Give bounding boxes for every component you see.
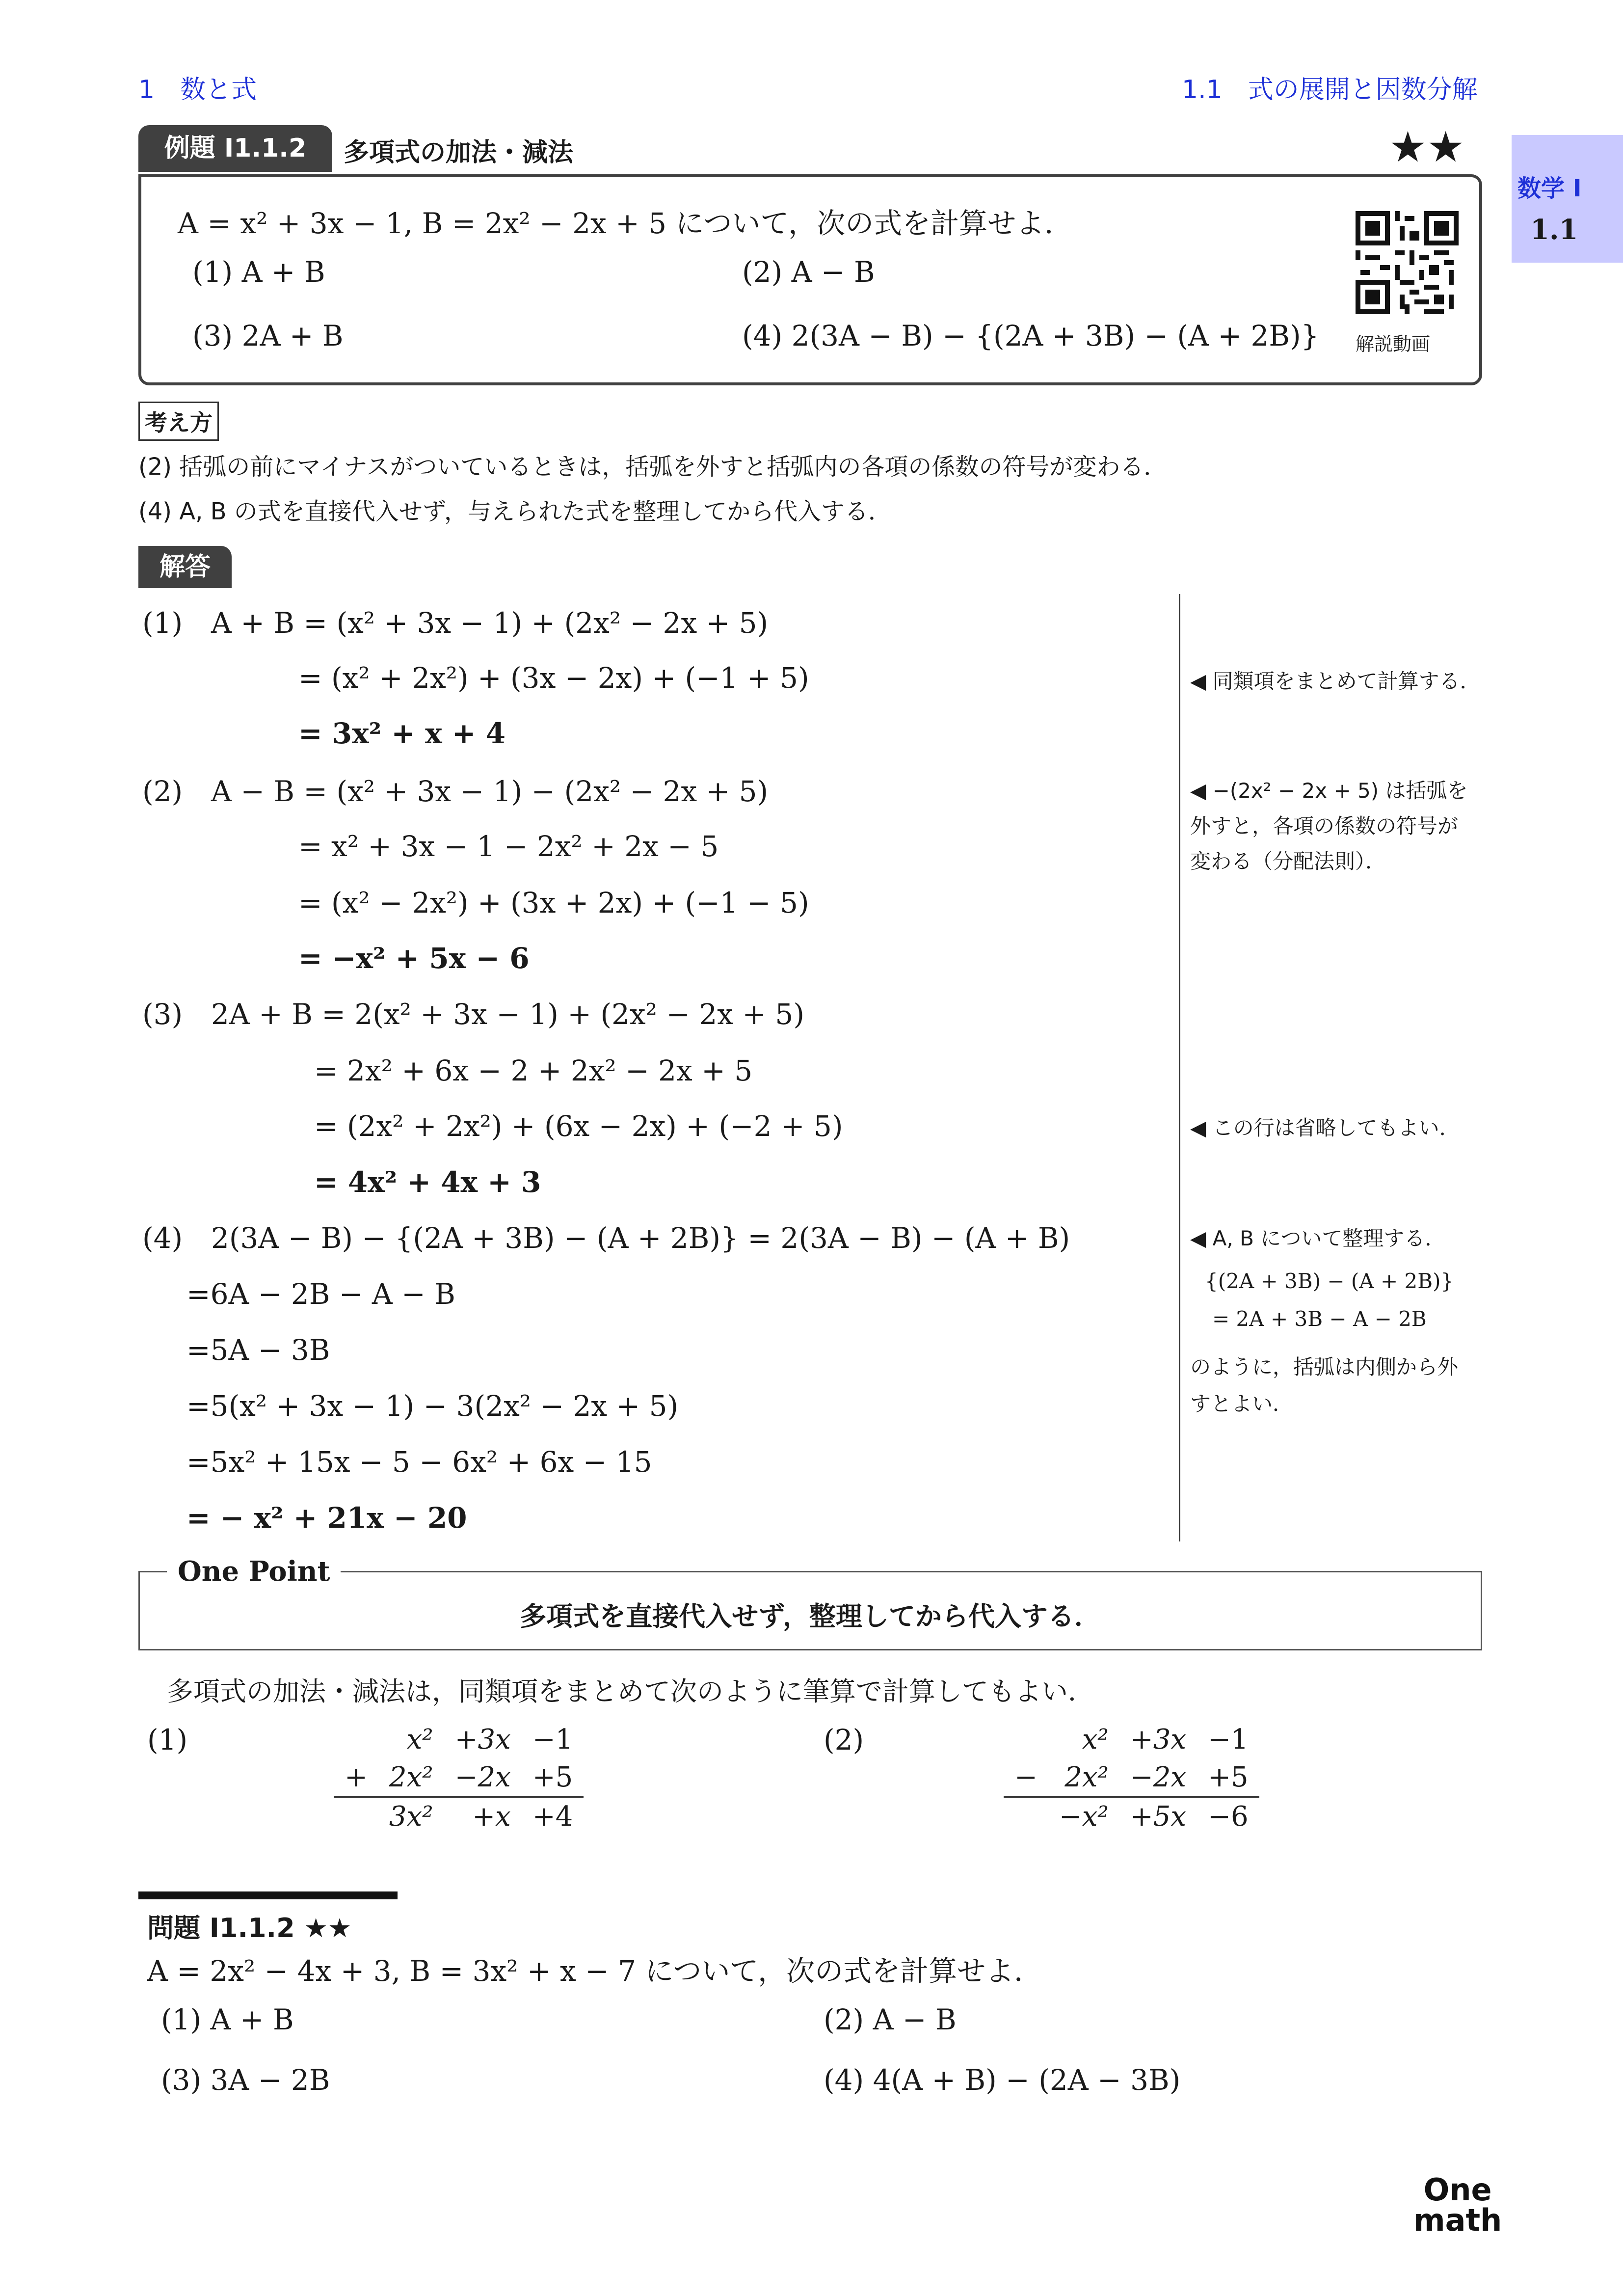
calc-operator: + <box>345 1761 368 1793</box>
answer-2-label: (2) <box>142 775 183 808</box>
note-3: ◀ この行は省略してもよい． <box>1190 1116 1460 1140</box>
section-header: 1.1 式の展開と因数分解 <box>1182 75 1478 105</box>
calc-cell: +5 <box>532 1761 573 1793</box>
one-point-label: One Point <box>167 1555 341 1588</box>
example-item-4: (4) 2(3A − B) − {(2A + 3B) − (A + 2B)} <box>742 319 1319 352</box>
calc-result-cell: 3x² <box>389 1801 433 1833</box>
note-1: ◀ 同類項をまとめて計算する． <box>1190 669 1481 693</box>
answer-1-result: = 3x² + x + 4 <box>298 717 506 750</box>
note-4-line-3: = 2A + 3B − A − 2B <box>1212 1307 1427 1331</box>
note-2-line-2: 外すと，各項の係数の符号が <box>1190 814 1459 838</box>
onemath-logo <box>1413 2172 1502 2238</box>
logo-line-2: math <box>1413 2202 1502 2238</box>
problem-bar <box>138 1891 398 1899</box>
calc-2-table <box>1004 1721 1259 1836</box>
difficulty-stars: ★★ <box>1389 123 1465 172</box>
calc-cell: x² <box>1082 1724 1109 1756</box>
answer-4-line-1: 2(3A − B) − {(2A + 3B) − (A + 2B)} = 2(3A − B) − (A + B) <box>211 1221 1070 1255</box>
calc-cell: 2x² <box>389 1761 433 1793</box>
example-title: 多項式の加法・減法 <box>344 138 574 167</box>
calc-cell: x² <box>406 1724 433 1756</box>
calc-1-label: (1) <box>147 1723 188 1756</box>
qr-caption: 解説動画 <box>1356 333 1431 355</box>
calc-1-table <box>334 1721 584 1836</box>
note-4-line-2: {(2A + 3B) − (A + 2B)} <box>1205 1269 1454 1293</box>
note-2-line-1: ◀ −(2x² − 2x + 5) は括弧を <box>1190 779 1468 803</box>
chapter-header: 1 数と式 <box>138 75 257 105</box>
calc-result-cell: +4 <box>532 1801 573 1833</box>
problem-statement: A = 2x² − 4x + 3, B = 3x² + x − 7 について，次の式を計算せよ． <box>147 1954 1043 1988</box>
side-tab <box>1512 135 1623 263</box>
calc-cell: −2x <box>454 1761 511 1793</box>
calc-cell: 2x² <box>1064 1761 1109 1793</box>
answer-2-line-3: = (x² − 2x²) + (3x + 2x) + (−1 − 5) <box>298 886 809 919</box>
answer-1-line-2: = (x² + 2x²) + (3x − 2x) + (−1 + 5) <box>298 661 809 695</box>
side-tab-subject: 数学 I <box>1517 175 1582 202</box>
logo-line-1: One <box>1423 2172 1492 2208</box>
one-point-text: 多項式を直接代入せず，整理してから代入する． <box>520 1601 1101 1632</box>
note-2-line-3: 変わる（分配法則）． <box>1190 849 1386 873</box>
answer-2-result: = −x² + 5x − 6 <box>298 942 530 975</box>
answer-1-line-1: A + B = (x² + 3x − 1) + (2x² − 2x + 5) <box>211 606 769 640</box>
calc-2-label: (2) <box>824 1723 864 1756</box>
note-4-line-5: すとよい． <box>1190 1392 1294 1416</box>
note-4-line-4: のように，括弧は内側から外 <box>1190 1355 1459 1379</box>
example-item-3: (3) 2A + B <box>192 319 344 352</box>
answer-4-line-5: =5x² + 15x − 5 − 6x² + 6x − 15 <box>186 1445 652 1479</box>
calc-cell: −1 <box>1208 1724 1249 1756</box>
margin-divider <box>1179 594 1180 1541</box>
calc-cell: −1 <box>532 1724 573 1756</box>
example-statement: A = x² + 3x − 1, B = 2x² − 2x + 5 について，次の式を計算せよ． <box>178 207 1073 240</box>
answer-4-line-2: =6A − 2B − A − B <box>186 1277 455 1311</box>
answer-2-line-1: A − B = (x² + 3x − 1) − (2x² − 2x + 5) <box>211 775 769 808</box>
calc-cell: +5 <box>1208 1761 1249 1793</box>
calc-result-cell: +x <box>472 1801 511 1833</box>
problem-item-3: (3) 3A − 2B <box>161 2063 330 2097</box>
problem-title: 問題 I1.1.2 ★★ <box>147 1913 352 1944</box>
calc-cell: +3x <box>454 1724 511 1756</box>
answer-tab: 解答 <box>138 546 232 588</box>
answer-4-line-4: =5(x² + 3x − 1) − 3(2x² − 2x + 5) <box>186 1389 679 1423</box>
approach-label: 考え方 <box>138 402 219 441</box>
answer-3-label: (3) <box>142 998 183 1031</box>
calc-cell: −2x <box>1130 1761 1187 1793</box>
answer-3-line-3: = (2x² + 2x²) + (6x − 2x) + (−2 + 5) <box>314 1109 843 1143</box>
example-item-1: (1) A + B <box>192 255 325 289</box>
answer-4-label: (4) <box>142 1221 183 1255</box>
answer-3-result: = 4x² + 4x + 3 <box>314 1165 541 1199</box>
approach-line-2: (4) A, B の式を直接代入せず，与えられた式を整理してから代入する． <box>138 498 892 525</box>
calc-result-cell: −x² <box>1059 1801 1109 1833</box>
column-calc-intro: 多項式の加法・減法は，同類項をまとめて次のように筆算で計算してもよい． <box>167 1676 1094 1707</box>
answer-1-label: (1) <box>142 606 183 640</box>
side-tab-section: 1.1 <box>1530 214 1578 246</box>
calc-result-cell: +5x <box>1130 1801 1187 1833</box>
answer-3-line-1: 2A + B = 2(x² + 3x − 1) + (2x² − 2x + 5) <box>211 998 804 1031</box>
answer-4-line-3: =5A − 3B <box>186 1333 330 1367</box>
answer-4-result: = − x² + 21x − 20 <box>186 1501 467 1535</box>
calc-cell: +3x <box>1130 1724 1187 1756</box>
example-tab: 例題 I1.1.2 <box>138 125 332 172</box>
qr-code-icon[interactable] <box>1356 211 1459 314</box>
approach-line-1: (2) 括弧の前にマイナスがついているときは，括弧を外すと括弧内の各項の係数の符号が変わる． <box>138 453 1168 481</box>
problem-item-4: (4) 4(A + B) − (2A − 3B) <box>824 2063 1181 2097</box>
calc-result-cell: −6 <box>1208 1801 1249 1833</box>
answer-3-line-2: = 2x² + 6x − 2 + 2x² − 2x + 5 <box>314 1054 753 1087</box>
problem-item-2: (2) A − B <box>824 2003 957 2036</box>
example-item-2: (2) A − B <box>742 255 875 289</box>
note-4-line-1: ◀ A, B について整理する． <box>1190 1226 1446 1250</box>
calc-operator: − <box>1014 1761 1038 1793</box>
answer-2-line-2: = x² + 3x − 1 − 2x² + 2x − 5 <box>298 830 719 863</box>
problem-item-1: (1) A + B <box>161 2003 294 2036</box>
